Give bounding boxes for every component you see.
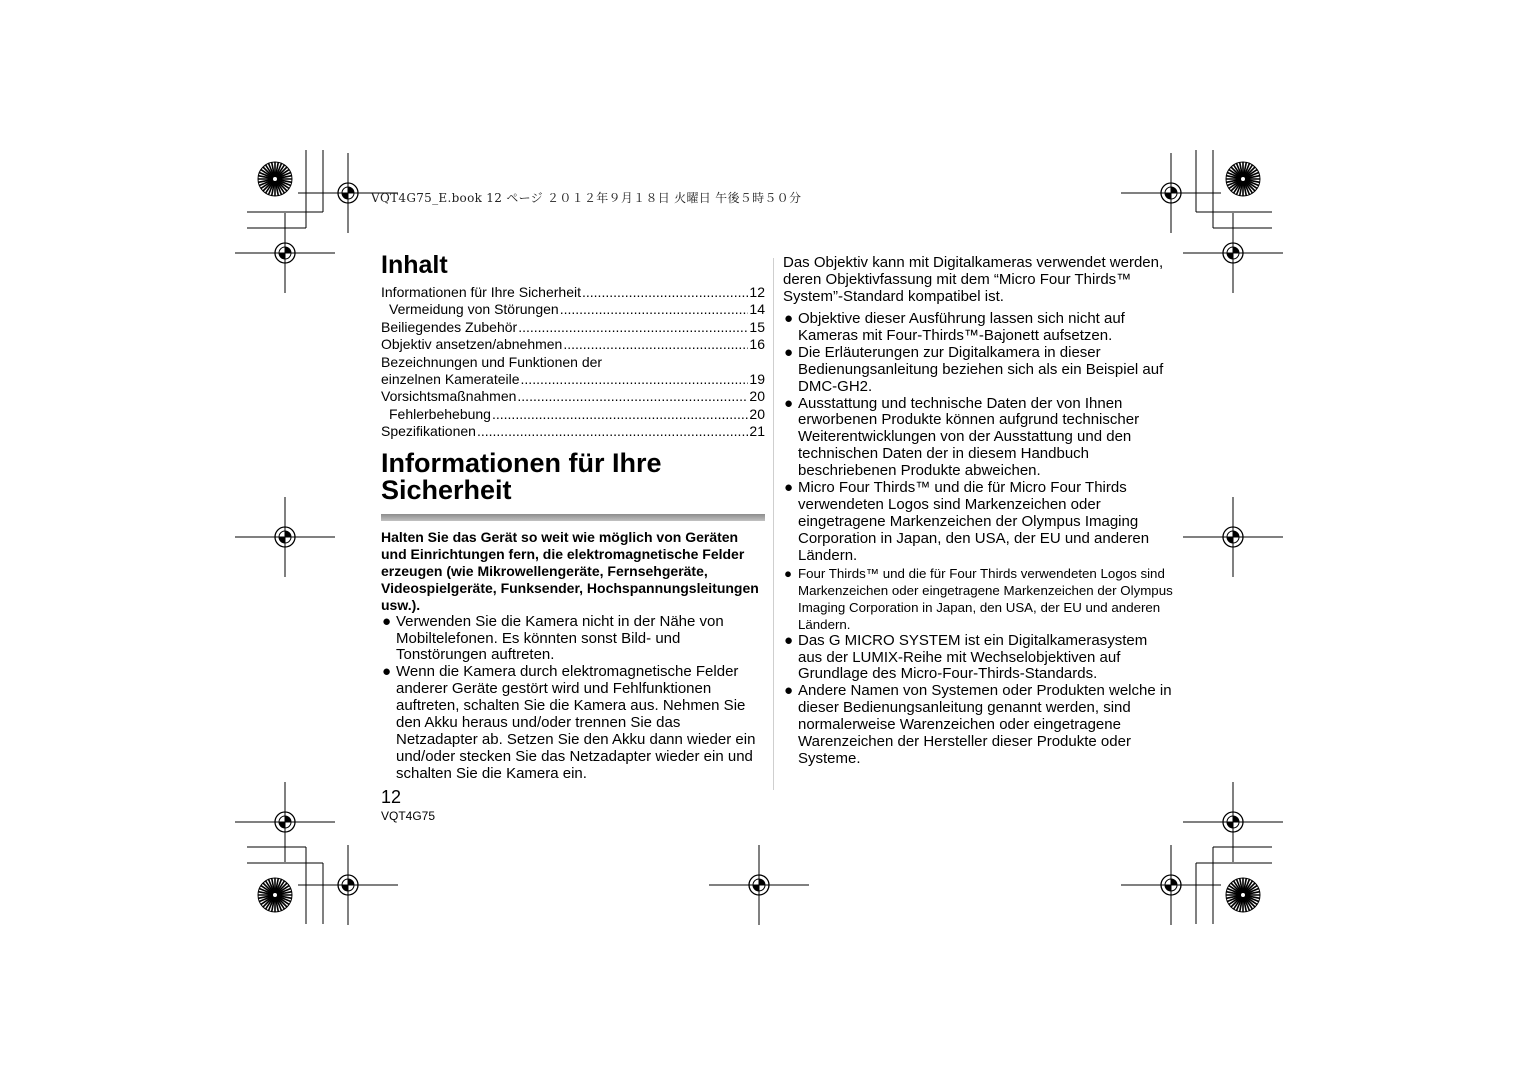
toc-item[interactable]: Fehlerbehebung ..... 20 bbox=[381, 406, 765, 423]
bullet-icon: ● bbox=[784, 631, 794, 649]
toc-item[interactable]: Informationen für Ihre Sicherheit ..... 12 bbox=[381, 284, 765, 301]
bullet-icon: ● bbox=[784, 479, 794, 497]
toc-item[interactable]: Bezeichnungen und Funktionen der bbox=[381, 353, 603, 370]
list-item: ● Objektive dieser Ausführung lassen sich nicht auf Kameras mit Four-Thirds™-Bajonett aufsetzen. bbox=[784, 310, 1125, 344]
table-of-contents bbox=[381, 284, 765, 441]
bullet-icon: ● bbox=[784, 343, 794, 361]
right-column bbox=[783, 254, 1173, 768]
left-column bbox=[381, 250, 765, 783]
list-item: ● Andere Namen von Systemen oder Produkten welche in dieser Bedienungsanleitung genannt werden, sind normalerweise Warenzeichen oder eingetragene Warenzeichen der Hersteller dieser Produkte oder Systeme. bbox=[784, 682, 1172, 767]
bullet-icon: ● bbox=[784, 310, 794, 327]
list-item: ● Micro Four Thirds™ und die für Micro Four Thirds verwendeten Logos sind Markenzeichen oder eingetragene Markenzeichen der Olympus Imaging Corporation in Japan, den USA, der EU und anderen Ländern. bbox=[784, 479, 1150, 564]
section-rule bbox=[381, 514, 765, 521]
list-item: ● Verwenden Sie die Kamera nicht in der Nähe von Mobiltelefonen. Es könnten sonst Bild- und Tonstörungen auftreten. bbox=[382, 612, 724, 664]
list-item: ● Die Erläuterungen zur Digitalkamera in dieser Bedienungsanleitung beziehen sich als ein Beispiel auf DMC-GH2. bbox=[784, 343, 1164, 395]
section-title: Informationen für Ihre Sicherheit bbox=[381, 447, 662, 505]
toc-item[interactable]: Vermeidung von Störungen ..... 14 bbox=[381, 301, 765, 318]
toc-item[interactable]: Objektiv ansetzen/abnehmen ..... 16 bbox=[381, 336, 765, 353]
print-header: VQT4G75_E.book 12 ページ ２０１２年９月１８日 火曜日 午後５時５０分 bbox=[371, 191, 802, 205]
bullet-icon: ● bbox=[382, 663, 392, 681]
list-item: ● Wenn die Kamera durch elektromagnetische Felder anderer Geräte gestört wird und Fehlfunktionen auftreten, schalten Sie die Kamera aus. Nehmen Sie den Akku heraus und/oder trennen Sie das Netzadapter ab. Setzen Sie den Akku dann wieder ein und/oder stecken Sie das Netzadapter wieder ein und schalten Sie die Kamera ein. bbox=[382, 663, 756, 782]
toc-item[interactable]: Vorsichtsmaßnahmen ..... 20 bbox=[381, 388, 765, 405]
bullet-icon: ● bbox=[784, 682, 794, 700]
safety-warning: Halten Sie das Gerät so weit wie möglich von Geräten und Einrichtungen fern, die elektromagnetische Felder erzeugen (wie Mikrowellengeräte, Fernsehgeräte, Videospielgeräte, Funksender, Hochspannungsleitungen usw.). bbox=[381, 528, 759, 613]
bullet-icon: ● bbox=[784, 394, 794, 412]
page-number: 12 bbox=[381, 787, 402, 807]
list-item: ● Das G MICRO SYSTEM ist ein Digitalkamerasystem aus der LUMIX-Reihe mit Wechselobjektiven auf Grundlage des Micro-Four-Thirds-Standards. bbox=[784, 631, 1148, 683]
info-bullets bbox=[783, 311, 1173, 768]
document-code: VQT4G75 bbox=[381, 809, 436, 823]
bullet-icon: ● bbox=[784, 565, 793, 581]
list-item: ● Four Thirds™ und die für Four Thirds verwendeten Logos sind Markenzeichen oder eingetragene Markenzeichen der Olympus Imaging Corporation in Japan, den USA, der EU und anderen Ländern. bbox=[784, 565, 1173, 632]
column-divider bbox=[773, 258, 774, 790]
toc-item[interactable]: einzelnen Kamerateile ..... 19 bbox=[381, 371, 765, 388]
toc-item[interactable]: Spezifikationen ..... 21 bbox=[381, 423, 765, 440]
bullet-icon: ● bbox=[382, 612, 392, 630]
list-item: ● Ausstattung und technische Daten der von Ihnen erworbenen Produkte können aufgrund technischer Weiterentwicklungen von der Ausstattung und den technischen Daten der in diesem Handbuch beschriebenen Produkte abweichen. bbox=[784, 394, 1140, 480]
toc-title: Inhalt bbox=[381, 251, 448, 279]
toc-item[interactable]: Beiliegendes Zubehör ..... 15 bbox=[381, 319, 765, 336]
safety-bullets bbox=[381, 614, 765, 783]
intro-paragraph: Das Objektiv kann mit Digitalkameras verwendet werden, deren Objektivfassung mit dem “Micro Four Thirds™ System”-Standard kompatibel ist. bbox=[783, 254, 1164, 305]
